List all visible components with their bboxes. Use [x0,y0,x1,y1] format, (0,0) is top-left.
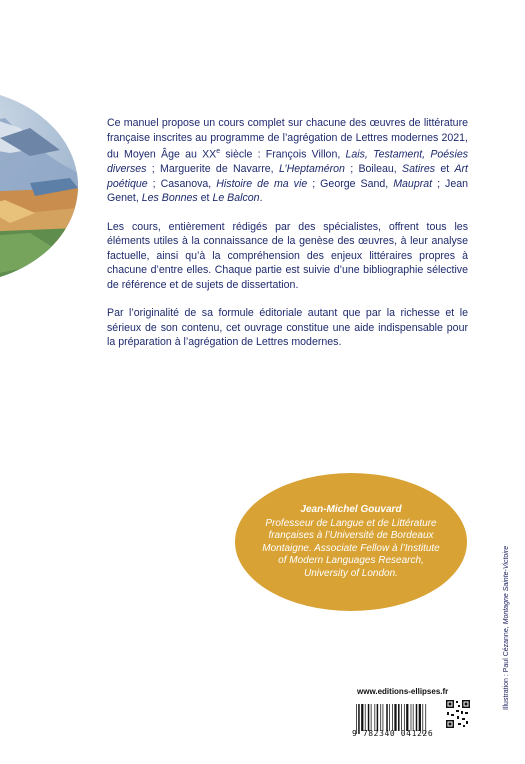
work-title: Le Balcon [212,192,260,205]
author-bio: Professeur de Langue et de Littérature françaises à l’Université de Bordeaux Montaigne. Associate Fellow à l’Institute of Modern Languages Research, University of London. [262,517,440,579]
work-title: Mauprat [393,177,433,190]
text-segment: . [259,192,263,205]
isbn-digits: 9 782340 041226 [352,729,434,738]
text-segment: et [435,163,455,176]
description-paragraph-1 [107,116,468,206]
credit-prefix: Illustration : Paul Cézanne, [503,624,510,710]
text-segment: ; Casanova, [147,177,217,190]
author-name: Jean-Michel Gouvard [300,504,402,515]
work-title: Lais, Testament, Poésies diverses [107,148,469,176]
text-segment: et [197,192,213,205]
work-title: L’Heptaméron [278,163,345,176]
back-cover-description [107,116,468,364]
qr-code-icon [445,699,471,729]
work-title: Art poétique [107,163,468,190]
publisher-website[interactable]: www.editions-ellipses.fr [357,687,449,696]
work-title: Satires [402,163,436,176]
description-paragraph-3: Par l’originalité de sa formule éditoriale autant que par la richesse et le sérieux de son contenu, cet ouvrage constitue une aide indispensable pour la préparation à l’agrégation de Lettres modernes. [107,307,468,349]
description-paragraph-2: Les cours, entièrement rédigés par des spécialistes, offrent tous les éléments utiles à la connaissance de la genèse des œuvres, à leur analyse factuelle, ainsi qu’à la compréhension des enjeux littéraires propres à chacune d’entre elles. Chaque partie est suivie d’une bibliographie sélective de référence et de sujets de dissertation. [107,220,468,291]
work-title: Les Bonnes [141,192,198,205]
cezanne-painting-image [0,88,78,284]
text-segment: ; George Sand, [307,177,394,190]
work-title: Histoire de ma vie [216,177,308,190]
illustration-credit [502,510,512,710]
text-segment: ; Marguerite de Navarre, [146,163,279,176]
text-segment: ; Jean Genet, [107,177,469,205]
text-segment: Ce manuel propose un cours complet sur chacune des œuvres de littérature française inscrites au programme de l’agrégation de Lettres modernes 2021, du Moyen Âge au XX [107,117,468,161]
text-segment: ; Boileau, [344,163,403,176]
century-superscript: e [216,148,221,155]
credit-title: Montagne Sainte-Victoire [503,545,510,625]
text-segment: siècle : François Villon, [220,148,346,161]
author-oval [235,473,467,611]
